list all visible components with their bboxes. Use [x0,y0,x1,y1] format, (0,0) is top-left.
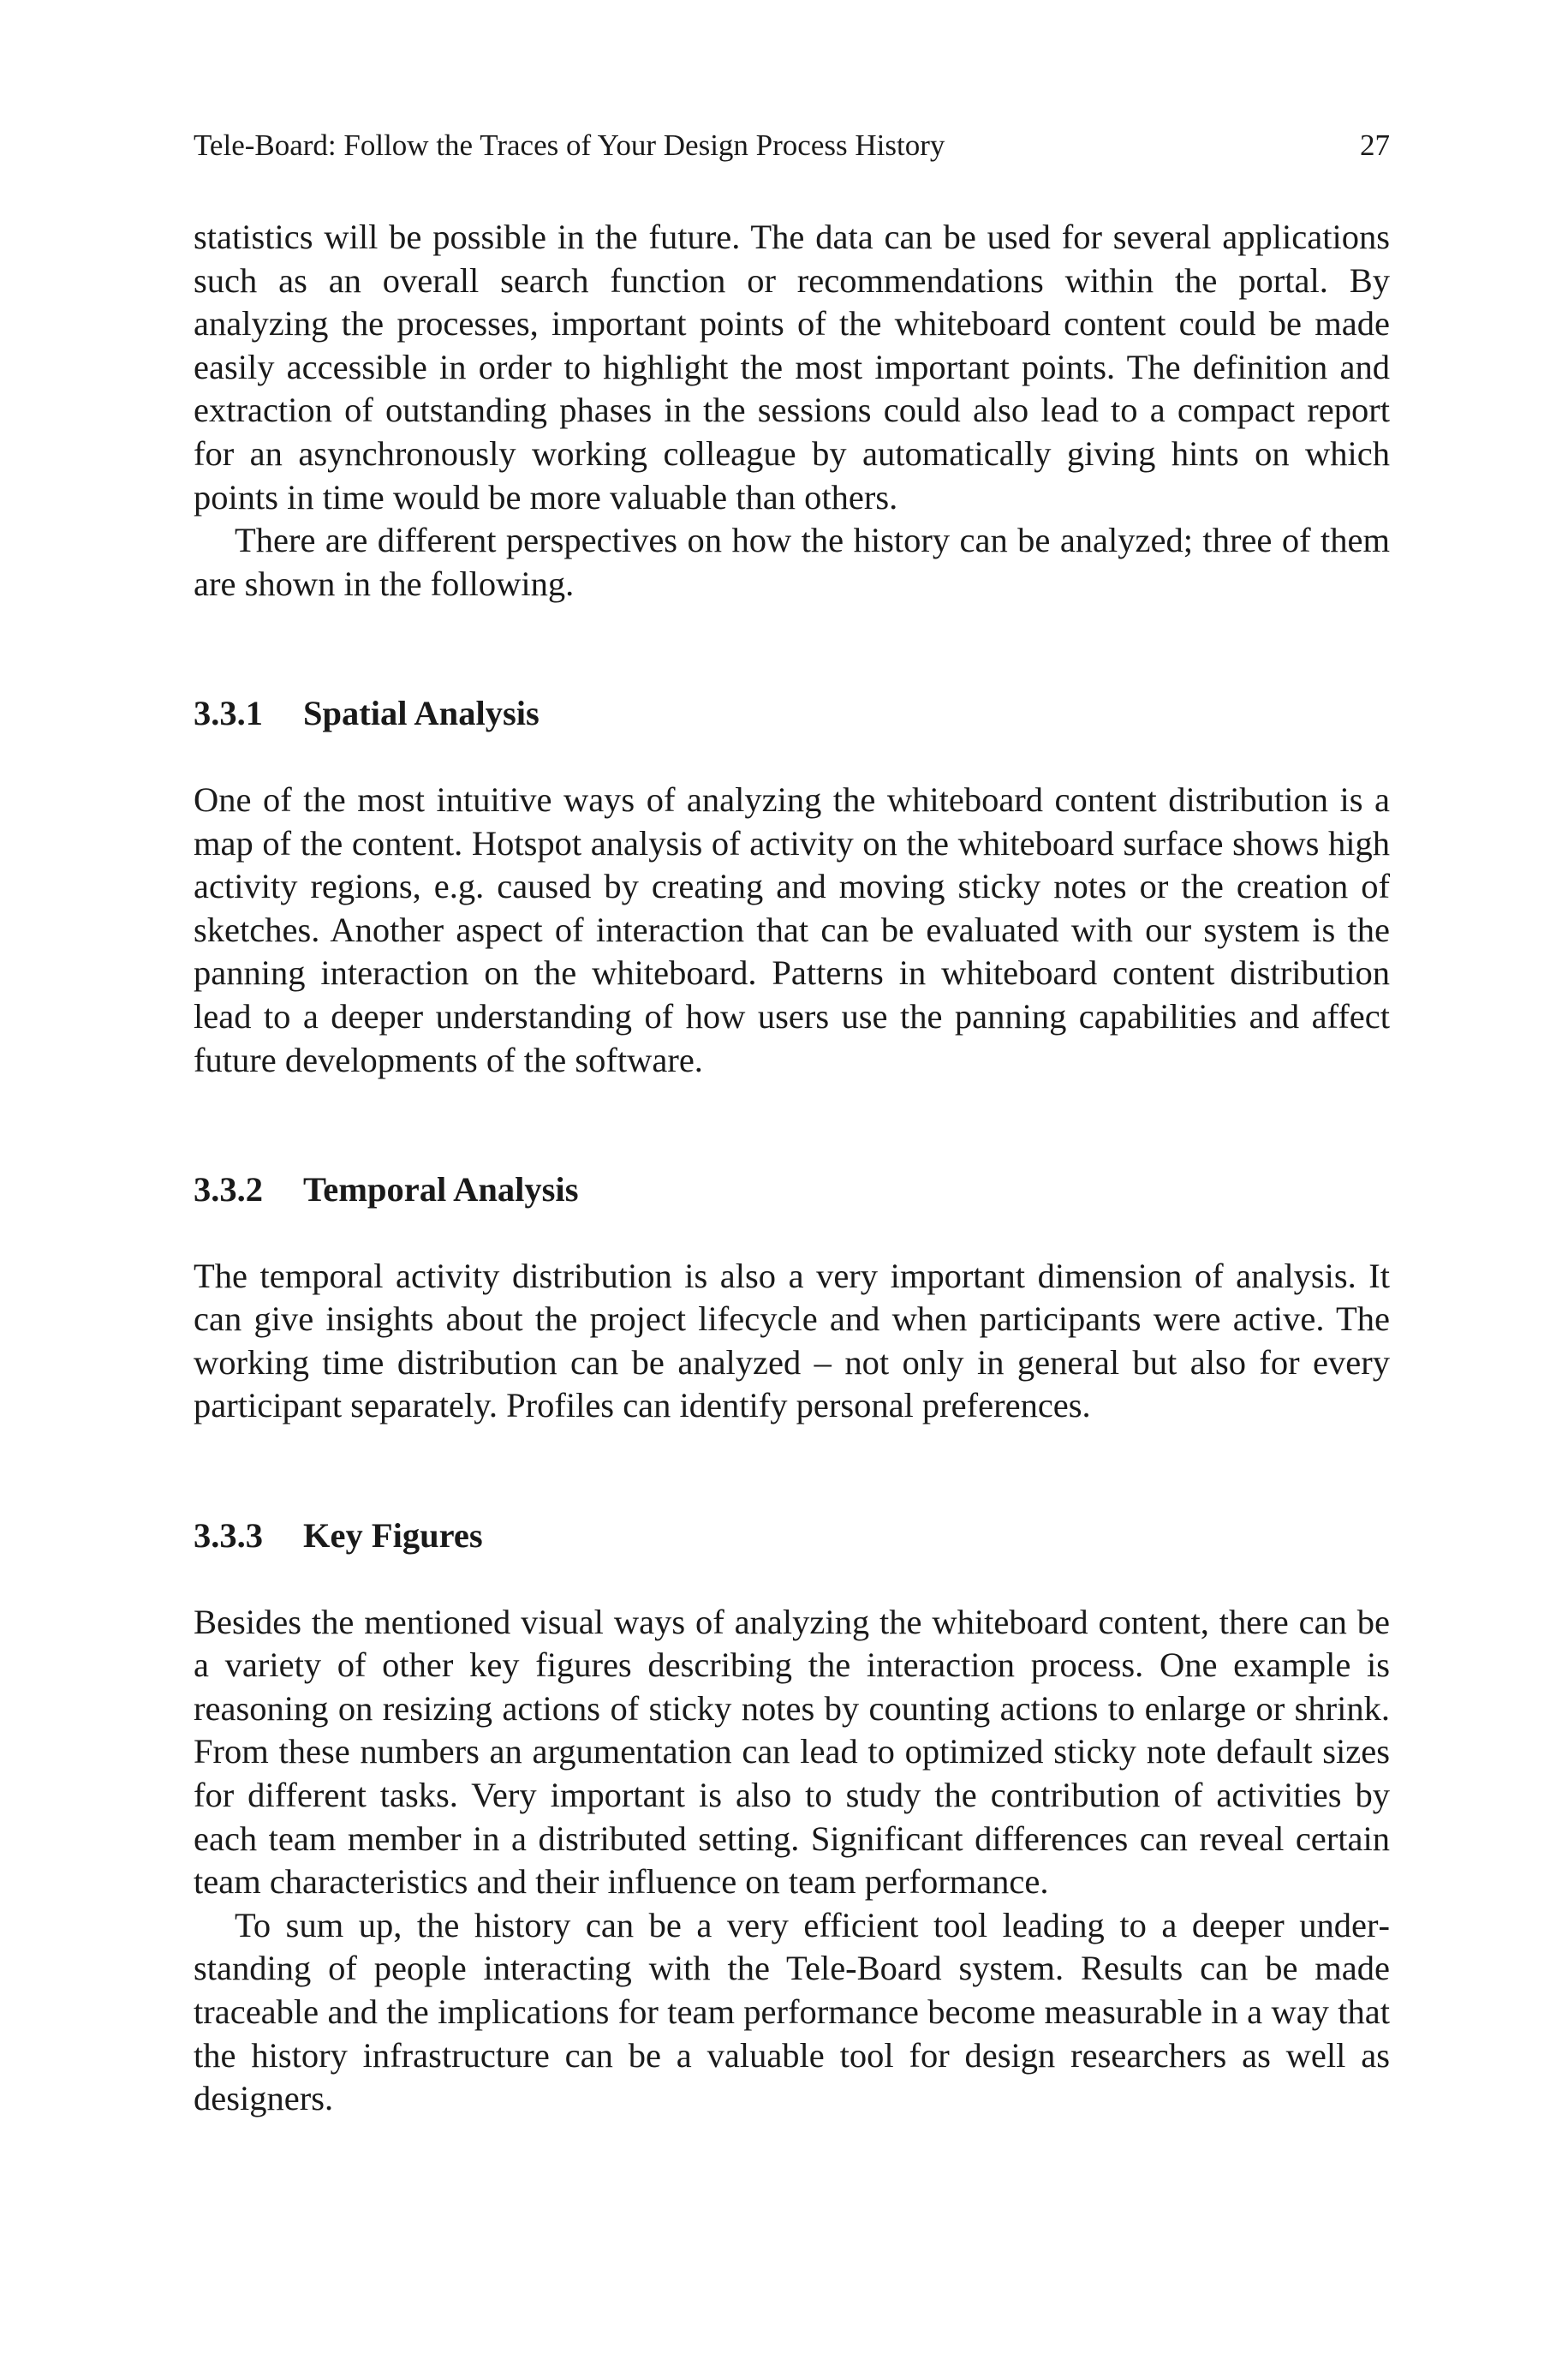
page-number: 27 [1360,128,1390,162]
section-number: 3.3.3 [194,1516,263,1556]
body-paragraph: There are different perspectives on how the history can be analyzed; three of them are shown in the following. [194,521,1390,603]
section-heading-spatial-analysis [194,692,1390,736]
section-title: Key Figures [303,1516,483,1556]
section-heading-temporal-analysis [194,1168,1390,1212]
body-paragraph: statistics will be possible in the future. The data can be used for several applications such as an overall search function or recommendations within the portal. By analyzing the processes, important points of the whiteboard content could be made easily accessible in order to highlight the most important points. The definition and extraction of outstanding phases in the sessions could also lead to a compact report for an asynchronously working colleague by automatically giving hints on which points in time would be more valuable than others. [194,218,1390,517]
body-paragraph: The temporal activity distribution is also a very important dimension of analysis. It can give insights about the project lifecycle and when participants were active. The working time distribution can be analyzed – not only in general but also for every participant separately. Profiles can identify personal preferences. [194,1256,1390,1425]
section-number: 3.3.1 [194,694,263,733]
body-paragraph: To sum up, the history can be a very efficient tool leading to a deeper understanding of people interacting with the Tele-Board system. Results can be made traceable and the implications for team performance become measurable in a way that the history infrastructure can be a valuable tool for design researchers as well as designers. [194,1905,1390,2118]
section-number: 3.3.2 [194,1170,263,1209]
section-title: Temporal Analysis [303,1170,579,1209]
section-title: Spatial Analysis [303,694,540,733]
body-paragraph: Besides the mentioned visual ways of analyzing the whiteboard content, there can be a variety of other key figures describing the interaction process. One example is reasoning on resizing actions of sticky notes by counting actions to enlarge or shrink. From these numbers an argumentation can lead to optimized sticky note default sizes for different tasks. Very important is also to study the contribution of activities by each team member in a distributed setting. Significant differences can reveal certain team characteristics and their influence on team performance. [194,1602,1390,1902]
page-content [194,216,1390,2121]
running-title: Tele-Board: Follow the Traces of Your Design Process History [194,128,945,162]
page [194,0,1390,2377]
running-head [194,125,1390,166]
body-paragraph: One of the most intuitive ways of analyzing the whiteboard content distribution is a map of the content. Hotspot analysis of activity on the whiteboard surface shows high activity regions, e.g. caused by creating and moving sticky notes or the creation of sketches. Another aspect of interaction that can be evaluated with our system is the panning interaction on the whiteboard. Patterns in whiteboard content distribution lead to a deeper understanding of how users use the panning capabilities and affect future developments of the software. [194,779,1390,1079]
section-heading-key-figures [194,1514,1390,1558]
